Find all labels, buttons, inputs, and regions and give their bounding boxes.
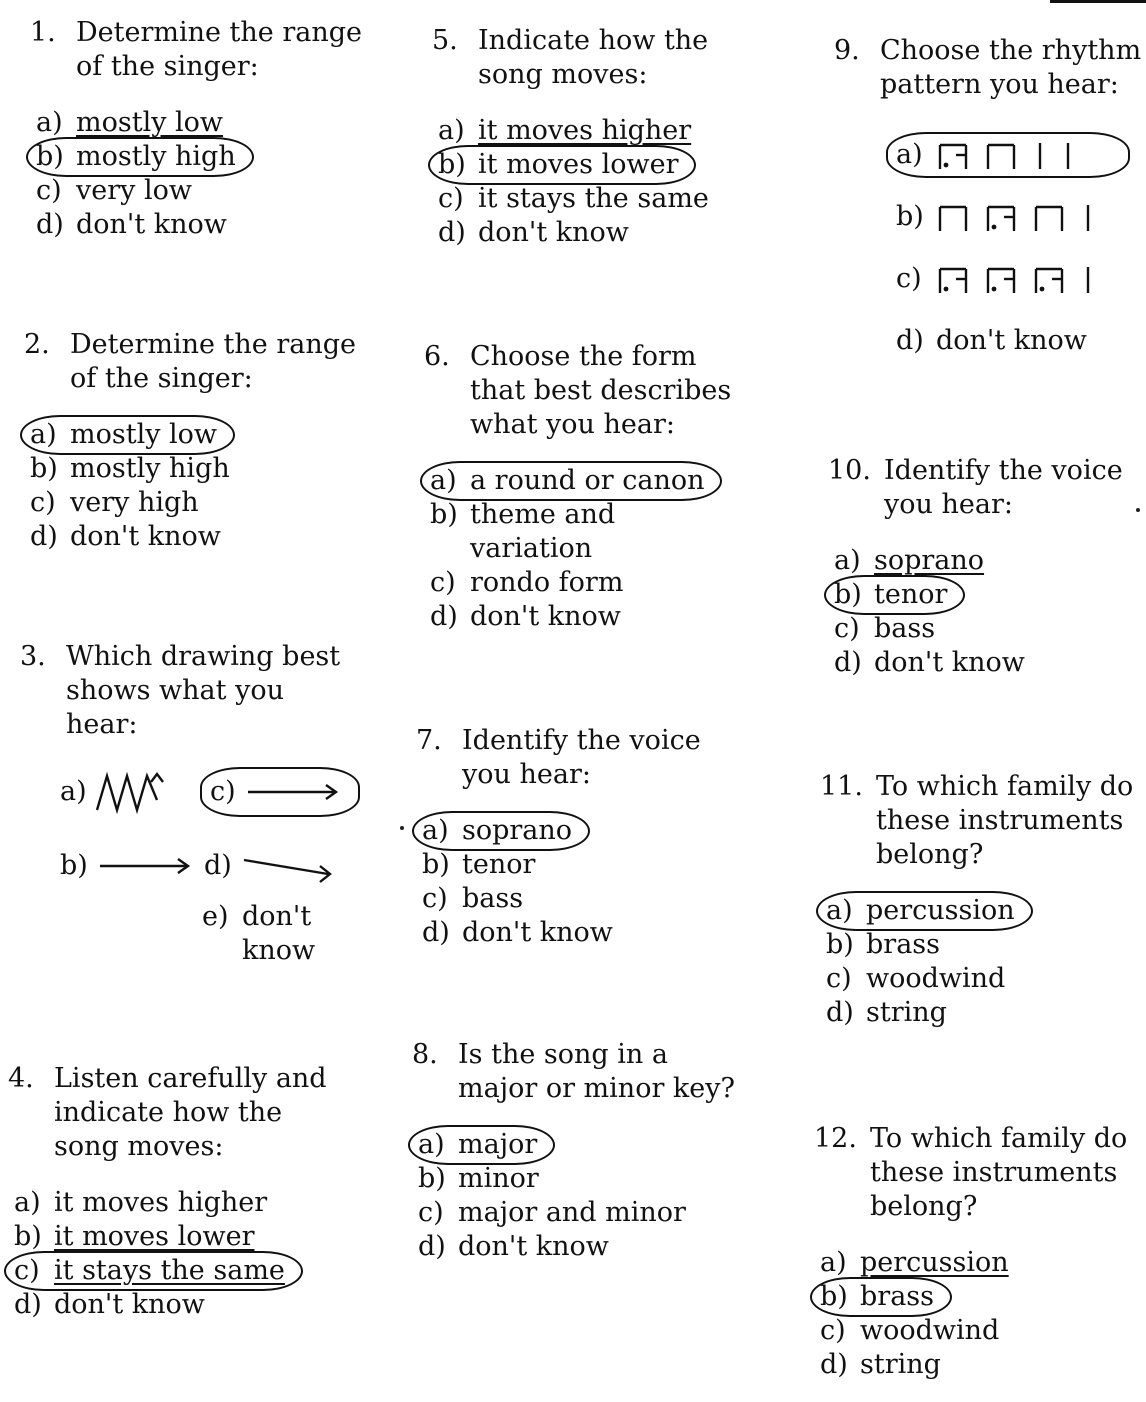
answer-option[interactable] bbox=[424, 600, 629, 634]
prompt-line: To which family do bbox=[876, 771, 1134, 802]
option-text: woodwind bbox=[866, 963, 1006, 994]
option-text: it stays the same bbox=[54, 1255, 285, 1286]
option-text: don't know bbox=[76, 209, 227, 240]
option-letter: b) bbox=[30, 453, 58, 484]
zigzag-arrow-icon bbox=[93, 770, 173, 814]
question-number: 1. bbox=[30, 17, 56, 48]
answer-option[interactable] bbox=[416, 848, 543, 882]
question-prompt bbox=[416, 724, 701, 792]
option-row bbox=[814, 1314, 1127, 1348]
question-number: 6. bbox=[424, 341, 450, 372]
straight-arrow-icon bbox=[94, 844, 194, 888]
option-letter: d) bbox=[826, 997, 854, 1028]
question-prompt bbox=[814, 1122, 1127, 1224]
question-8 bbox=[412, 1038, 735, 1264]
option-row bbox=[412, 1162, 735, 1196]
answer-option[interactable] bbox=[820, 928, 948, 962]
prompt-line: Which drawing best bbox=[66, 641, 341, 672]
question-3 bbox=[20, 640, 380, 966]
option-letter: c) bbox=[430, 567, 456, 598]
prompt-line: belong? bbox=[876, 839, 984, 870]
option-row bbox=[24, 418, 356, 452]
option-text: minor bbox=[458, 1163, 539, 1194]
answer-option[interactable] bbox=[412, 1162, 547, 1196]
option-row bbox=[24, 452, 356, 486]
question-number: 9. bbox=[834, 35, 860, 66]
option-text: major bbox=[458, 1129, 538, 1160]
option-text: don't know bbox=[54, 1289, 205, 1320]
prompt-line: you hear: bbox=[462, 759, 591, 790]
option-row bbox=[412, 1230, 735, 1264]
option-row bbox=[432, 216, 717, 250]
rhythm-option-row bbox=[890, 186, 1141, 248]
option-letter: b) bbox=[820, 1281, 848, 1312]
option-row bbox=[416, 882, 701, 916]
question-7 bbox=[416, 724, 701, 950]
option-text: mostly low bbox=[76, 107, 224, 138]
question-number: 12. bbox=[814, 1123, 857, 1154]
drawing-option-e[interactable] bbox=[202, 900, 315, 968]
rhythm-notation bbox=[936, 135, 1112, 175]
drawing-option-b[interactable] bbox=[60, 844, 194, 888]
question-number: 4. bbox=[8, 1063, 34, 1094]
option-row bbox=[820, 894, 1133, 928]
option-row bbox=[828, 612, 1123, 646]
option-row bbox=[412, 1196, 735, 1230]
selected-answer-option[interactable] bbox=[820, 894, 1023, 928]
option-text: mostly high bbox=[70, 453, 230, 484]
question-prompt bbox=[432, 24, 717, 92]
option-text: don't know bbox=[470, 601, 621, 632]
option-text: brass bbox=[866, 929, 940, 960]
option-text: tenor bbox=[874, 579, 948, 610]
option-letter: c) bbox=[834, 613, 860, 644]
option-letter: b) bbox=[36, 141, 64, 172]
option-row bbox=[432, 182, 717, 216]
dotted-eighth-pair-icon bbox=[988, 207, 1014, 231]
option-row bbox=[814, 1348, 1127, 1382]
option-letter: a) bbox=[60, 776, 87, 807]
selected-answer-option[interactable] bbox=[412, 1128, 545, 1162]
question-prompt bbox=[828, 454, 1123, 522]
option-text: woodwind bbox=[860, 1315, 1000, 1346]
dotted-eighth-pair-icon bbox=[988, 269, 1014, 293]
option-letter: b) bbox=[834, 579, 862, 610]
drawing-option-c[interactable] bbox=[204, 770, 350, 814]
selected-answer-option[interactable] bbox=[416, 814, 580, 848]
prompt-line: Determine the range bbox=[70, 329, 357, 360]
question-number: 11. bbox=[820, 771, 863, 802]
answer-options bbox=[30, 106, 362, 242]
question-10 bbox=[828, 454, 1123, 680]
straight-arrow-icon bbox=[242, 770, 342, 814]
prompt-text bbox=[462, 724, 701, 792]
answer-option[interactable] bbox=[432, 216, 637, 250]
option-row bbox=[828, 544, 1123, 578]
option-row bbox=[424, 464, 731, 498]
option-letter: a) bbox=[826, 895, 853, 926]
selected-answer-option[interactable] bbox=[828, 578, 955, 612]
prompt-text bbox=[54, 1062, 327, 1164]
option-row bbox=[432, 148, 717, 182]
option-row bbox=[8, 1186, 327, 1220]
prompt-line: pattern you hear: bbox=[880, 69, 1119, 100]
option-letter: c) bbox=[438, 183, 464, 214]
question-prompt bbox=[24, 328, 356, 396]
prompt-line: you hear: bbox=[884, 489, 1013, 520]
selected-answer-option[interactable] bbox=[8, 1254, 293, 1288]
option-letter: b) bbox=[14, 1221, 42, 1252]
option-row bbox=[828, 578, 1123, 612]
selected-answer-option[interactable] bbox=[24, 418, 225, 452]
option-text: string bbox=[866, 997, 947, 1028]
option-letter: b) bbox=[60, 850, 88, 881]
option-text: don't know bbox=[874, 647, 1025, 678]
prompt-line: Indicate how the bbox=[478, 25, 709, 56]
option-text: a round or canon bbox=[470, 465, 705, 496]
option-text: major and minor bbox=[458, 1197, 686, 1228]
answer-option[interactable] bbox=[828, 612, 943, 646]
answer-option[interactable] bbox=[30, 174, 200, 208]
option-letter: d) bbox=[834, 647, 862, 678]
answer-option[interactable] bbox=[8, 1220, 262, 1254]
prompt-line: To which family do bbox=[870, 1123, 1128, 1154]
answer-option[interactable] bbox=[814, 1314, 1007, 1348]
prompt-line: song moves: bbox=[54, 1131, 224, 1162]
prompt-line: of the singer: bbox=[76, 51, 259, 82]
rhythm-options bbox=[834, 124, 1141, 372]
eighth-pair-icon bbox=[940, 207, 966, 231]
prompt-line: Identify the voice bbox=[462, 725, 701, 756]
option-letter: d) bbox=[30, 521, 58, 552]
option-letter: c) bbox=[418, 1197, 444, 1228]
prompt-line: these instruments bbox=[870, 1157, 1118, 1188]
option-letter: c) bbox=[210, 776, 236, 807]
selected-answer-option[interactable] bbox=[30, 140, 244, 174]
prompt-text bbox=[880, 34, 1141, 102]
dotted-eighth-pair-icon bbox=[940, 269, 966, 293]
drawing-option-d[interactable] bbox=[204, 844, 338, 888]
answer-option[interactable] bbox=[412, 1196, 694, 1230]
option-letter: c) bbox=[36, 175, 62, 206]
option-row bbox=[30, 106, 362, 140]
option-letter: a) bbox=[30, 419, 57, 450]
option-text bbox=[242, 900, 315, 968]
option-letter: c) bbox=[896, 263, 922, 294]
question-1 bbox=[30, 16, 362, 242]
answer-option[interactable] bbox=[24, 520, 229, 554]
stray-mark bbox=[1136, 508, 1140, 512]
prompt-text bbox=[70, 328, 356, 396]
rhythm-option[interactable] bbox=[890, 324, 1095, 358]
option-letter: b) bbox=[826, 929, 854, 960]
option-text: it moves lower bbox=[478, 149, 679, 180]
question-prompt bbox=[30, 16, 362, 84]
rhythm-option[interactable] bbox=[890, 259, 1120, 299]
option-letter: c) bbox=[820, 1315, 846, 1346]
option-row bbox=[424, 566, 731, 600]
eighth-pair-icon bbox=[988, 145, 1014, 169]
answer-options bbox=[424, 464, 731, 634]
answer-option[interactable] bbox=[828, 544, 992, 578]
option-letter: a) bbox=[430, 465, 457, 496]
stray-mark bbox=[400, 826, 404, 830]
question-2 bbox=[24, 328, 356, 554]
option-letter: d) bbox=[418, 1231, 446, 1262]
option-row bbox=[8, 1254, 327, 1288]
answer-option[interactable] bbox=[814, 1246, 1017, 1280]
option-letter: d) bbox=[14, 1289, 42, 1320]
drawing-options bbox=[20, 752, 380, 966]
eighth-pair-icon bbox=[1036, 207, 1062, 231]
prompt-text bbox=[458, 1038, 735, 1106]
prompt-line: that best describes bbox=[470, 375, 732, 406]
option-row bbox=[432, 114, 717, 148]
option-text: theme and bbox=[470, 499, 616, 530]
prompt-line: Identify the voice bbox=[884, 455, 1123, 486]
answer-option[interactable] bbox=[432, 182, 717, 216]
answer-options bbox=[24, 418, 356, 554]
option-row bbox=[8, 1288, 327, 1322]
answer-option[interactable] bbox=[8, 1186, 275, 1220]
option-letter: b) bbox=[422, 849, 450, 880]
answer-option[interactable] bbox=[30, 208, 235, 242]
answer-options bbox=[432, 114, 717, 250]
option-text: it stays the same bbox=[478, 183, 709, 214]
option-text: don't know bbox=[458, 1231, 609, 1262]
answer-options bbox=[8, 1186, 327, 1322]
option-row bbox=[30, 208, 362, 242]
option-letter: b) bbox=[896, 201, 924, 232]
option-text: bass bbox=[874, 613, 936, 644]
selected-answer-option[interactable] bbox=[424, 464, 712, 498]
answer-option[interactable] bbox=[416, 882, 531, 916]
prompt-line: indicate how the bbox=[54, 1097, 283, 1128]
answer-options bbox=[416, 814, 701, 950]
dotted-eighth-pair-icon bbox=[1036, 269, 1062, 293]
option-text: soprano bbox=[874, 545, 985, 576]
prompt-line: these instruments bbox=[876, 805, 1124, 836]
prompt-line: song moves: bbox=[478, 59, 648, 90]
prompt-line: Choose the rhythm bbox=[880, 35, 1142, 66]
answer-option[interactable] bbox=[412, 1230, 617, 1264]
answer-option[interactable] bbox=[30, 106, 231, 140]
option-letter: a) bbox=[422, 815, 449, 846]
prompt-line: Listen carefully and bbox=[54, 1063, 327, 1094]
option-text: don't know bbox=[936, 325, 1087, 356]
answer-options bbox=[814, 1246, 1127, 1382]
question-prompt bbox=[412, 1038, 735, 1106]
option-letter: a) bbox=[820, 1247, 847, 1278]
answer-option[interactable] bbox=[24, 452, 238, 486]
option-letter: c) bbox=[422, 883, 448, 914]
option-letter: b) bbox=[418, 1163, 446, 1194]
dotted-eighth-pair-icon bbox=[940, 145, 966, 169]
question-12 bbox=[814, 1122, 1127, 1382]
question-number: 10. bbox=[828, 455, 871, 486]
rhythm-notation bbox=[936, 259, 1112, 299]
answer-option[interactable] bbox=[432, 114, 699, 148]
option-text: brass bbox=[860, 1281, 934, 1312]
option-text: very high bbox=[70, 487, 199, 518]
option-text: mostly low bbox=[70, 419, 218, 450]
question-6 bbox=[424, 340, 731, 634]
rhythm-option-row bbox=[890, 248, 1141, 310]
prompt-text bbox=[470, 340, 731, 442]
option-letter: e) bbox=[202, 901, 229, 932]
option-row bbox=[30, 174, 362, 208]
option-text-line: don't bbox=[242, 901, 312, 932]
prompt-line: of the singer: bbox=[70, 363, 253, 394]
selected-rhythm-option[interactable] bbox=[890, 135, 1120, 175]
question-number: 2. bbox=[24, 329, 50, 360]
prompt-text bbox=[478, 24, 708, 92]
option-row bbox=[8, 1220, 327, 1254]
option-text: it moves higher bbox=[54, 1187, 268, 1218]
rhythm-option-row bbox=[890, 310, 1141, 372]
answer-option[interactable] bbox=[828, 646, 1033, 680]
option-letter: d) bbox=[438, 217, 466, 248]
option-letter: c) bbox=[14, 1255, 40, 1286]
question-number: 8. bbox=[412, 1039, 438, 1070]
prompt-text bbox=[876, 770, 1133, 872]
option-row bbox=[416, 848, 701, 882]
corner-rule bbox=[1050, 0, 1146, 3]
question-number: 7. bbox=[416, 725, 442, 756]
answer-option[interactable] bbox=[814, 1348, 949, 1382]
prompt-text bbox=[76, 16, 362, 84]
prompt-text bbox=[870, 1122, 1127, 1224]
question-prompt bbox=[834, 34, 1141, 102]
option-letter: c) bbox=[30, 487, 56, 518]
option-letter: b) bbox=[438, 149, 466, 180]
option-text: bass bbox=[462, 883, 524, 914]
option-text: very low bbox=[76, 175, 192, 206]
prompt-text bbox=[884, 454, 1123, 522]
answer-option[interactable] bbox=[8, 1288, 213, 1322]
descending-arrow-icon bbox=[238, 844, 338, 888]
answer-option[interactable] bbox=[24, 486, 207, 520]
prompt-line: Is the song in a bbox=[458, 1039, 668, 1070]
option-row bbox=[416, 814, 701, 848]
option-row bbox=[820, 962, 1133, 996]
question-number: 5. bbox=[432, 25, 458, 56]
option-text: it moves higher bbox=[478, 115, 692, 146]
question-11 bbox=[820, 770, 1133, 1030]
option-text: mostly high bbox=[76, 141, 236, 172]
option-letter: d) bbox=[430, 601, 458, 632]
answer-option[interactable] bbox=[424, 498, 623, 532]
option-row bbox=[424, 600, 731, 634]
option-text: don't know bbox=[478, 217, 629, 248]
option-row bbox=[424, 498, 731, 532]
answer-option[interactable] bbox=[820, 996, 955, 1030]
question-9 bbox=[834, 34, 1141, 372]
option-text-line: know bbox=[242, 935, 316, 966]
option-letter: a) bbox=[438, 115, 465, 146]
option-text: don't know bbox=[70, 521, 221, 552]
option-letter: a) bbox=[36, 107, 63, 138]
option-row bbox=[416, 916, 701, 950]
answer-options bbox=[820, 894, 1133, 1030]
question-4 bbox=[8, 1062, 327, 1322]
option-letter: d) bbox=[896, 325, 924, 356]
option-text-continued: variation bbox=[470, 533, 593, 564]
option-letter: d) bbox=[204, 850, 232, 881]
question-prompt bbox=[8, 1062, 327, 1164]
option-letter: b) bbox=[430, 499, 458, 530]
option-text: tenor bbox=[462, 849, 536, 880]
option-row bbox=[412, 1128, 735, 1162]
option-text: it moves lower bbox=[54, 1221, 255, 1252]
answer-option[interactable] bbox=[820, 962, 1013, 996]
option-letter: d) bbox=[820, 1349, 848, 1380]
question-prompt bbox=[820, 770, 1133, 872]
option-row bbox=[814, 1246, 1127, 1280]
answer-option[interactable] bbox=[416, 916, 621, 950]
option-letter: a) bbox=[418, 1129, 445, 1160]
option-row bbox=[820, 928, 1133, 962]
option-text: percussion bbox=[866, 895, 1015, 926]
option-row bbox=[30, 140, 362, 174]
selected-answer-option[interactable] bbox=[814, 1280, 942, 1314]
answer-option[interactable] bbox=[424, 566, 631, 600]
option-text: don't know bbox=[462, 917, 613, 948]
option-letter: a) bbox=[14, 1187, 41, 1218]
option-text: string bbox=[860, 1349, 941, 1380]
question-5 bbox=[432, 24, 717, 250]
selected-answer-option[interactable] bbox=[432, 148, 686, 182]
option-letter: a) bbox=[834, 545, 861, 576]
rhythm-option[interactable] bbox=[890, 197, 1120, 237]
option-text: percussion bbox=[860, 1247, 1009, 1278]
option-text: soprano bbox=[462, 815, 573, 846]
prompt-text bbox=[66, 640, 340, 742]
question-prompt bbox=[424, 340, 731, 442]
prompt-line: what you hear: bbox=[470, 409, 675, 440]
prompt-line: belong? bbox=[870, 1191, 978, 1222]
option-letter: c) bbox=[826, 963, 852, 994]
option-text: rondo form bbox=[470, 567, 624, 598]
prompt-line: Choose the form bbox=[470, 341, 697, 372]
option-row bbox=[820, 996, 1133, 1030]
prompt-line: hear: bbox=[66, 709, 138, 740]
rhythm-option-row bbox=[890, 124, 1141, 186]
option-letter: d) bbox=[36, 209, 64, 240]
option-letter: d) bbox=[422, 917, 450, 948]
option-row bbox=[24, 520, 356, 554]
option-row bbox=[24, 486, 356, 520]
option-row bbox=[814, 1280, 1127, 1314]
answer-options bbox=[412, 1128, 735, 1264]
prompt-line: shows what you bbox=[66, 675, 284, 706]
question-prompt bbox=[20, 640, 380, 742]
option-letter: a) bbox=[896, 139, 923, 170]
drawing-option-a[interactable] bbox=[60, 770, 173, 814]
option-row bbox=[828, 646, 1123, 680]
answer-options bbox=[828, 544, 1123, 680]
question-number: 3. bbox=[20, 641, 46, 672]
rhythm-notation bbox=[936, 197, 1112, 237]
prompt-line: Determine the range bbox=[76, 17, 363, 48]
prompt-line: major or minor key? bbox=[458, 1073, 736, 1104]
